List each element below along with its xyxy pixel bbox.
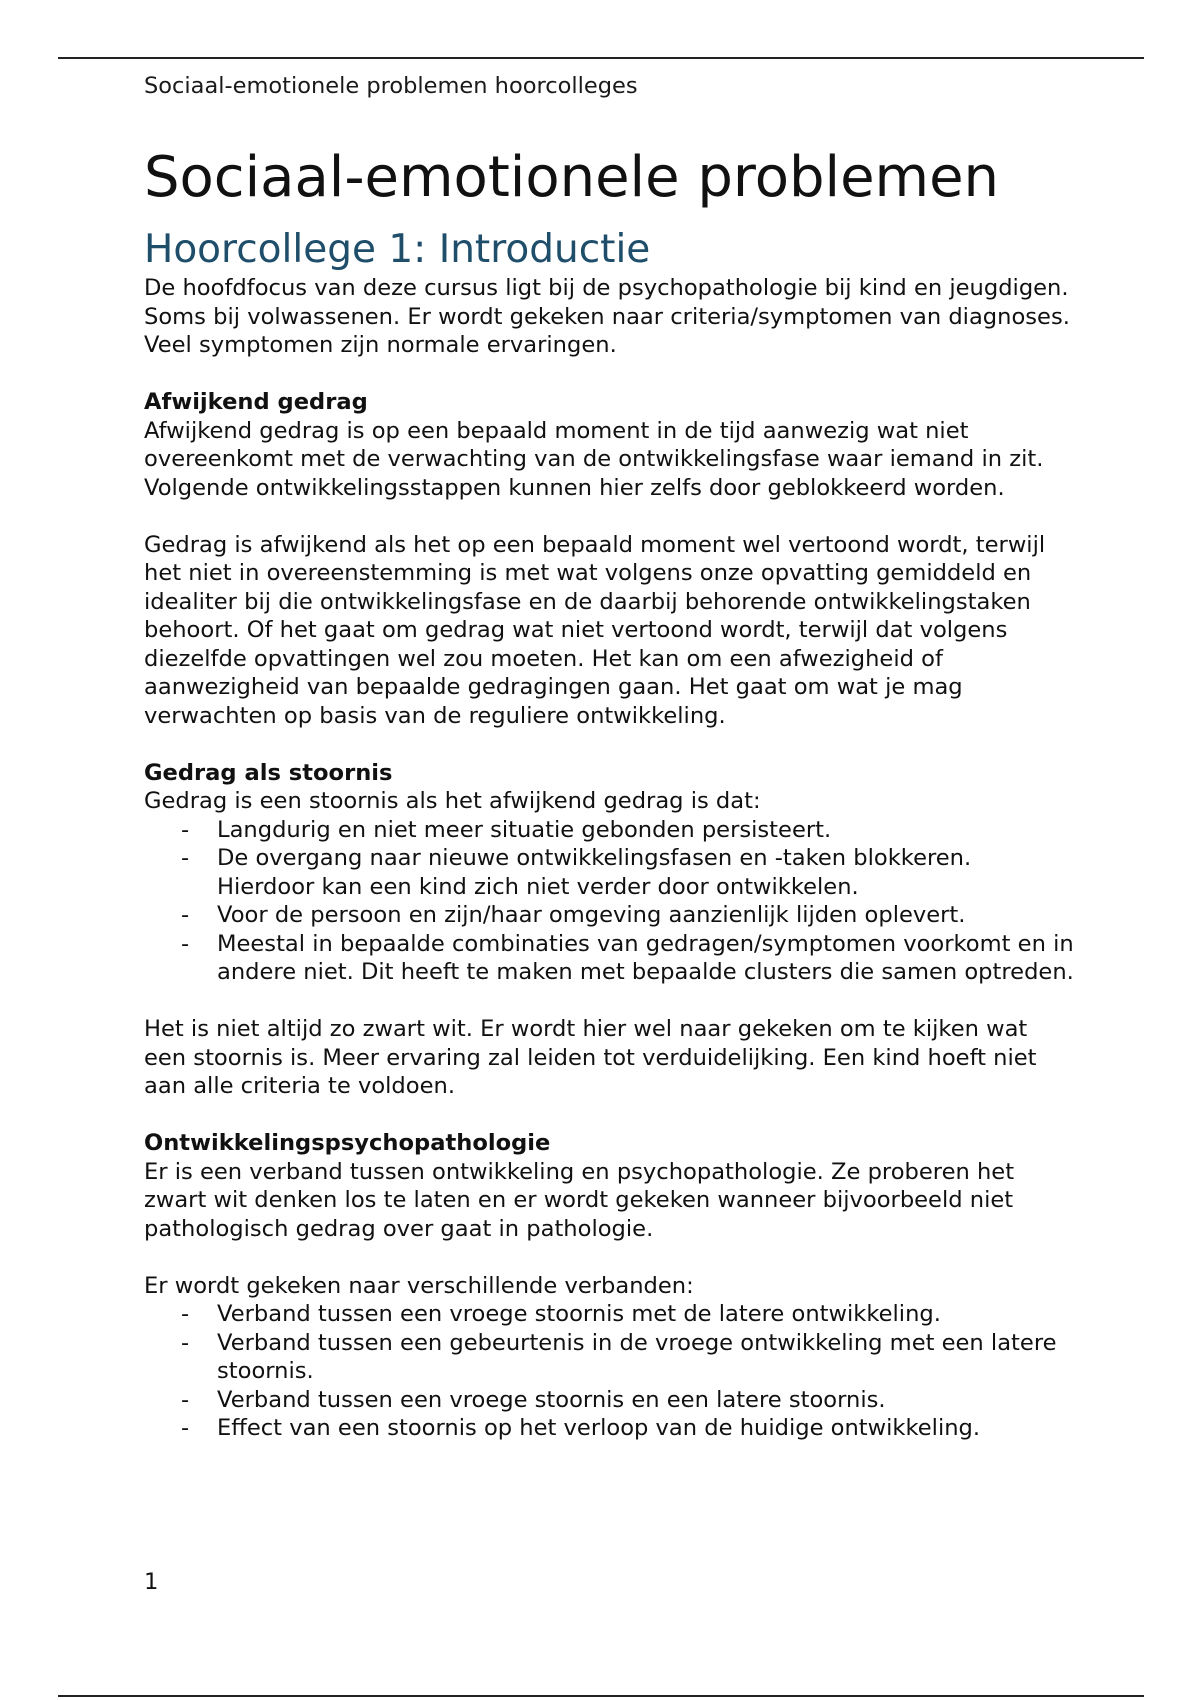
list-item-text: Verband tussen een vroege stoornis met de latere ontwikkeling.: [217, 1301, 941, 1327]
list-item-text: Verband tussen een gebeurtenis in de vroege ontwikkeling met een latere stoornis.: [217, 1329, 1057, 1384]
list-item: [144, 1414, 1074, 1443]
section-heading-ontwikkelingspsychopathologie: Ontwikkelingspsychopathologie: [144, 1130, 551, 1156]
list-item-text: Effect van een stoornis op het verloop van de huidige ontwikkeling.: [217, 1415, 981, 1441]
section-heading-gedrag-als-stoornis: Gedrag als stoornis: [144, 759, 393, 786]
relations-list: [144, 1300, 1074, 1443]
list-item: [144, 816, 1074, 845]
list-item-text: Meestal in bepaalde combinaties van gedragen/symptomen voorkomt en in andere niet. Dit heeft te maken met bepaalde clusters die samen optreden.: [217, 930, 1074, 985]
dash-bullet: -: [181, 1415, 190, 1441]
header-rule: [58, 57, 1144, 59]
intro-paragraph: De hoofdfocus van deze cursus ligt bij de psychopathologie bij kind en jeugdigen. Soms bij volwassenen. Er wordt gekeken naar criteria/symptomen van diagnoses. Veel symptomen zijn normale ervaringen.: [144, 275, 1070, 358]
page-content: [144, 66, 1074, 1457]
paragraph: Er is een verband tussen ontwikkeling en psychopathologie. Ze proberen het zwart wit denken los te laten en er wordt gekeken wanneer bijvoorbeeld niet pathologisch gedrag over gaat in pathologie.: [144, 1158, 1015, 1242]
paragraph: Afwijkend gedrag is op een bepaald moment in de tijd aanwezig wat niet overeenkomt met de verwachting van de ontwikkelingsfase waar iemand in zit. Volgende ontwikkelingsstappen kunnen hier zelfs door geblokkeerd worden.: [144, 417, 1044, 501]
dash-bullet: -: [181, 930, 190, 957]
list-item: [144, 1329, 1074, 1386]
dash-bullet: -: [181, 845, 190, 871]
document-body: [144, 274, 1074, 1443]
list-lead: Gedrag is een stoornis als het afwijkend gedrag is dat:: [144, 788, 761, 814]
running-header: Sociaal-emotionele problemen hoorcolleges: [144, 73, 638, 99]
list-item-text: Langdurig en niet meer situatie gebonden persisteert.: [217, 816, 832, 843]
criteria-list: [144, 816, 1074, 987]
list-item: [144, 1300, 1074, 1329]
paragraph: Gedrag is afwijkend als het op een bepaald moment wel vertoond wordt, terwijl het niet in overeenstemming is met wat volgens onze opvatting gemiddeld en idealiter bij die ontwikkelingsfase en de daarbij behorende ontwikkelingstaken behoort. Of het gaat om gedrag wat niet vertoond wordt, terwijl dat volgens diezelfde opvattingen wel zou moeten. Het kan om een afwezigheid of aanwezigheid van bepaalde gedragingen gaan. Het gaat om wat je mag verwachten op basis van de reguliere ontwikkeling.: [144, 531, 1046, 729]
footer-rule: [58, 1695, 1144, 1697]
list-item: [144, 844, 1074, 901]
list-item-text: Voor de persoon en zijn/haar omgeving aanzienlijk lijden oplevert.: [217, 902, 966, 928]
list-item-text: De overgang naar nieuwe ontwikkelingsfasen en -taken blokkeren. Hierdoor kan een kind zich niet verder door ontwikkelen.: [217, 845, 972, 900]
list-item: [144, 930, 1074, 987]
document-title: Sociaal-emotionele problemen: [144, 145, 1000, 210]
list-item-text: Verband tussen een vroege stoornis en een latere stoornis.: [217, 1386, 886, 1413]
paragraph: Het is niet altijd zo zwart wit. Er wordt hier wel naar gekeken om te kijken wat een stoornis is. Meer ervaring zal leiden tot verduidelijking. Een kind hoeft niet aan alle criteria te voldoen.: [144, 1016, 1037, 1099]
list-lead: Er wordt gekeken naar verschillende verbanden:: [144, 1272, 694, 1299]
list-item: [144, 901, 1074, 930]
list-item: [144, 1386, 1074, 1415]
dash-bullet: -: [181, 816, 190, 843]
dash-bullet: -: [181, 1301, 190, 1327]
section-heading-afwijkend-gedrag: Afwijkend gedrag: [144, 389, 368, 415]
dash-bullet: -: [181, 902, 190, 928]
chapter-heading: Hoorcollege 1: Introductie: [144, 227, 651, 272]
dash-bullet: -: [181, 1386, 190, 1413]
dash-bullet: -: [181, 1329, 190, 1356]
page-number: 1: [144, 1569, 159, 1595]
